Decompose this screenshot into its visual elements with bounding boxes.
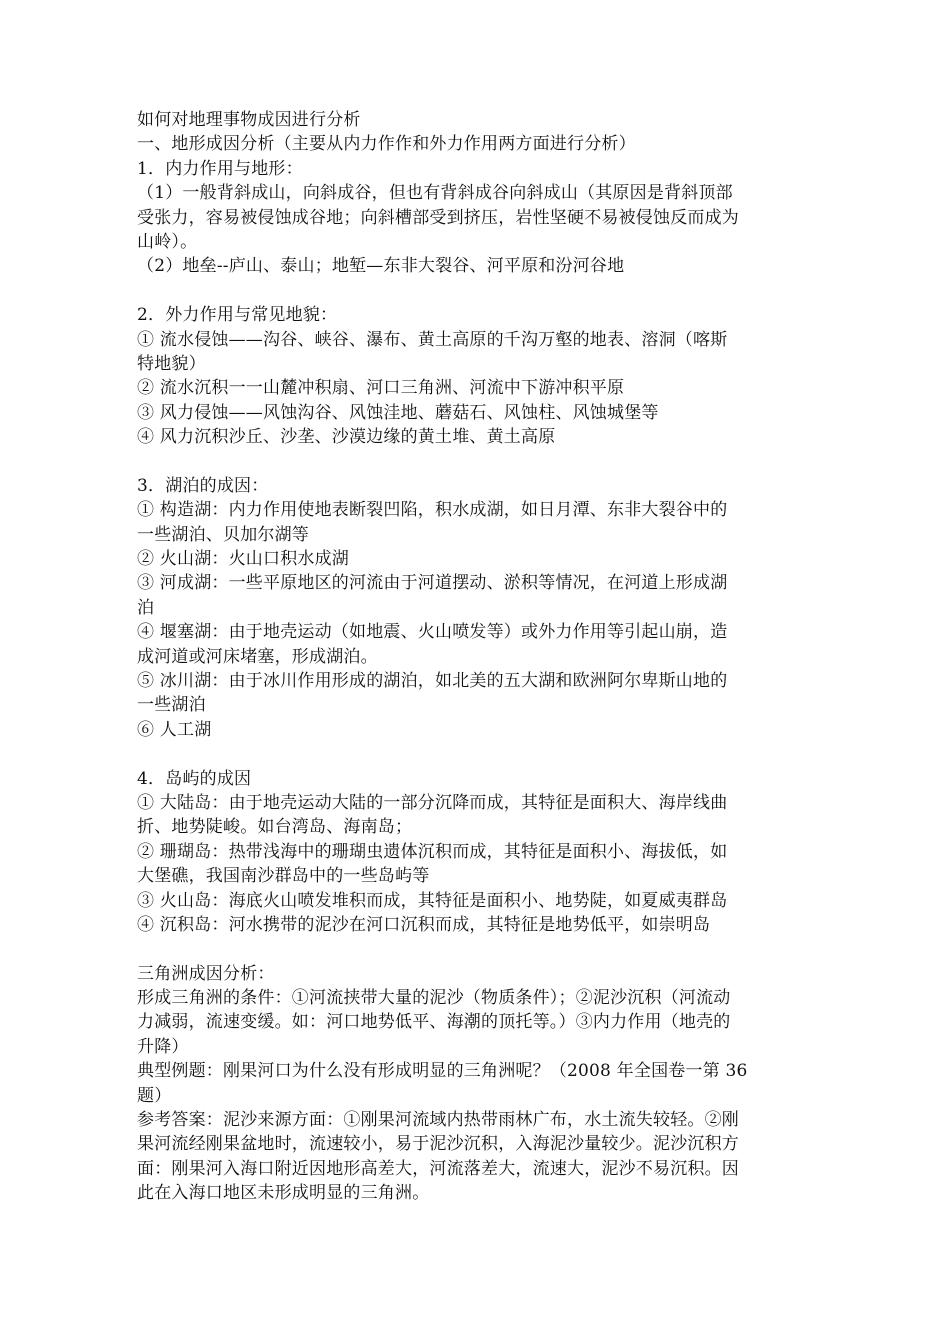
text-line: 山岭）。 bbox=[137, 231, 198, 252]
text-line: 面：刚果河入海口附近因地形高差大，河流落差大，流速大，泥沙不易沉积。因 bbox=[137, 1158, 739, 1179]
text-line: 特地貌） bbox=[137, 353, 206, 374]
text-line: 折、地势陡峻。如台湾岛、海南岛； bbox=[137, 817, 413, 838]
text-line: ② 珊瑚岛：热带浅海中的珊瑚虫遗体沉积而成，其特征是面积小、海拔低，如 bbox=[137, 841, 728, 862]
blank-line bbox=[137, 279, 815, 303]
text-line: 典型例题：刚果河口为什么没有形成明显的三角洲呢？（2008 年全国卷一第 36 bbox=[137, 1061, 748, 1082]
subsection-heading: 1．内力作用与地形： bbox=[137, 158, 303, 179]
text-line: 受张力，容易被侵蚀成谷地；向斜槽部受到挤压，岩性坚硬不易被侵蚀反而成为 bbox=[137, 207, 739, 228]
text-line: ⑤ 冰川湖：由于冰川作用形成的湖泊，如北美的五大湖和欧洲阿尔卑斯山地的 bbox=[137, 670, 728, 691]
subsection-heading: 3．湖泊的成因： bbox=[137, 475, 269, 496]
text-line: （1）一般背斜成山，向斜成谷，但也有背斜成谷向斜成山（其原因是背斜顶部 bbox=[137, 183, 733, 204]
text-line: 泊 bbox=[137, 597, 155, 618]
document-body bbox=[137, 108, 815, 1206]
text-line: 果河流经刚果盆地时，流速较小，易于泥沙沉积，入海泥沙量较少。泥沙沉积方 bbox=[137, 1134, 739, 1155]
text-line: 一些湖泊、贝加尔湖等 bbox=[137, 524, 309, 545]
text-line: （2）地垒--庐山、泰山；地堑—东非大裂谷、河平原和汾河谷地 bbox=[137, 256, 625, 277]
text-line: ② 流水沉积一一山麓冲积扇、河口三角洲、河流中下游冲积平原 bbox=[137, 378, 625, 399]
text-line: ③ 风力侵蚀——风蚀沟谷、风蚀洼地、蘑菇石、风蚀柱、风蚀城堡等 bbox=[137, 402, 659, 423]
text-line: 此在入海口地区未形成明显的三角洲。 bbox=[137, 1183, 430, 1204]
text-line: 大堡礁，我国南沙群岛中的一些岛屿等 bbox=[137, 866, 430, 887]
subsection-heading: 4．岛屿的成因 bbox=[137, 768, 252, 789]
blank-line bbox=[137, 449, 815, 473]
blank-line bbox=[137, 937, 815, 961]
text-line: 题） bbox=[137, 1085, 172, 1106]
text-line: ③ 火山岛：海底火山喷发堆积而成，其特征是面积小、地势陡，如夏威夷群岛 bbox=[137, 890, 728, 911]
document-title: 如何对地理事物成因进行分析 bbox=[137, 110, 361, 130]
text-line: 升降） bbox=[137, 1036, 189, 1057]
text-line: 力减弱，流速变缓。如：河口地势低平、海潮的顶托等。）③内力作用（地壳的 bbox=[137, 1012, 731, 1033]
text-line: 一些湖泊 bbox=[137, 695, 206, 716]
text-line: 参考答案：泥沙来源方面：①刚果河流域内热带雨林广布，水土流失较轻。②刚 bbox=[137, 1110, 739, 1131]
text-line: ① 构造湖：内力作用使地表断裂凹陷，积水成湖，如日月潭、东非大裂谷中的 bbox=[137, 500, 728, 521]
blank-line bbox=[137, 742, 815, 766]
text-line: ① 大陆岛：由于地壳运动大陆的一部分沉降而成，其特征是面积大、海岸线曲 bbox=[137, 792, 728, 813]
subsection-heading: 三角洲成因分析： bbox=[137, 963, 275, 984]
text-line: ③ 河成湖：一些平原地区的河流由于河道摆动、淤积等情况，在河道上形成湖 bbox=[137, 573, 728, 594]
text-line: ② 火山湖：火山口积水成湖 bbox=[137, 549, 350, 570]
text-line: 形成三角洲的条件：①河流挟带大量的泥沙（物质条件）；②泥沙沉积（河流动 bbox=[137, 988, 731, 1009]
subsection-heading: 2．外力作用与常见地貌： bbox=[137, 305, 338, 326]
text-line: ⑥ 人工湖 bbox=[137, 719, 212, 740]
text-line: ④ 堰塞湖：由于地壳运动（如地震、火山喷发等）或外力作用等引起山崩，造 bbox=[137, 622, 728, 643]
text-line: 成河道或河床堵塞，形成湖泊。 bbox=[137, 646, 378, 667]
text-line: ④ 风力沉积沙丘、沙垄、沙漠边缘的黄土堆、黄土高原 bbox=[137, 427, 556, 448]
text-line: ④ 沉积岛：河水携带的泥沙在河口沉积而成，其特征是地势低平，如崇明岛 bbox=[137, 914, 711, 935]
text-line: ① 流水侵蚀——沟谷、峡谷、瀑布、黄土高原的千沟万壑的地表、溶洞（喀斯 bbox=[137, 329, 728, 350]
section-heading: 一、地形成因分析（主要从内力作作和外力作用两方面进行分析） bbox=[137, 134, 636, 155]
